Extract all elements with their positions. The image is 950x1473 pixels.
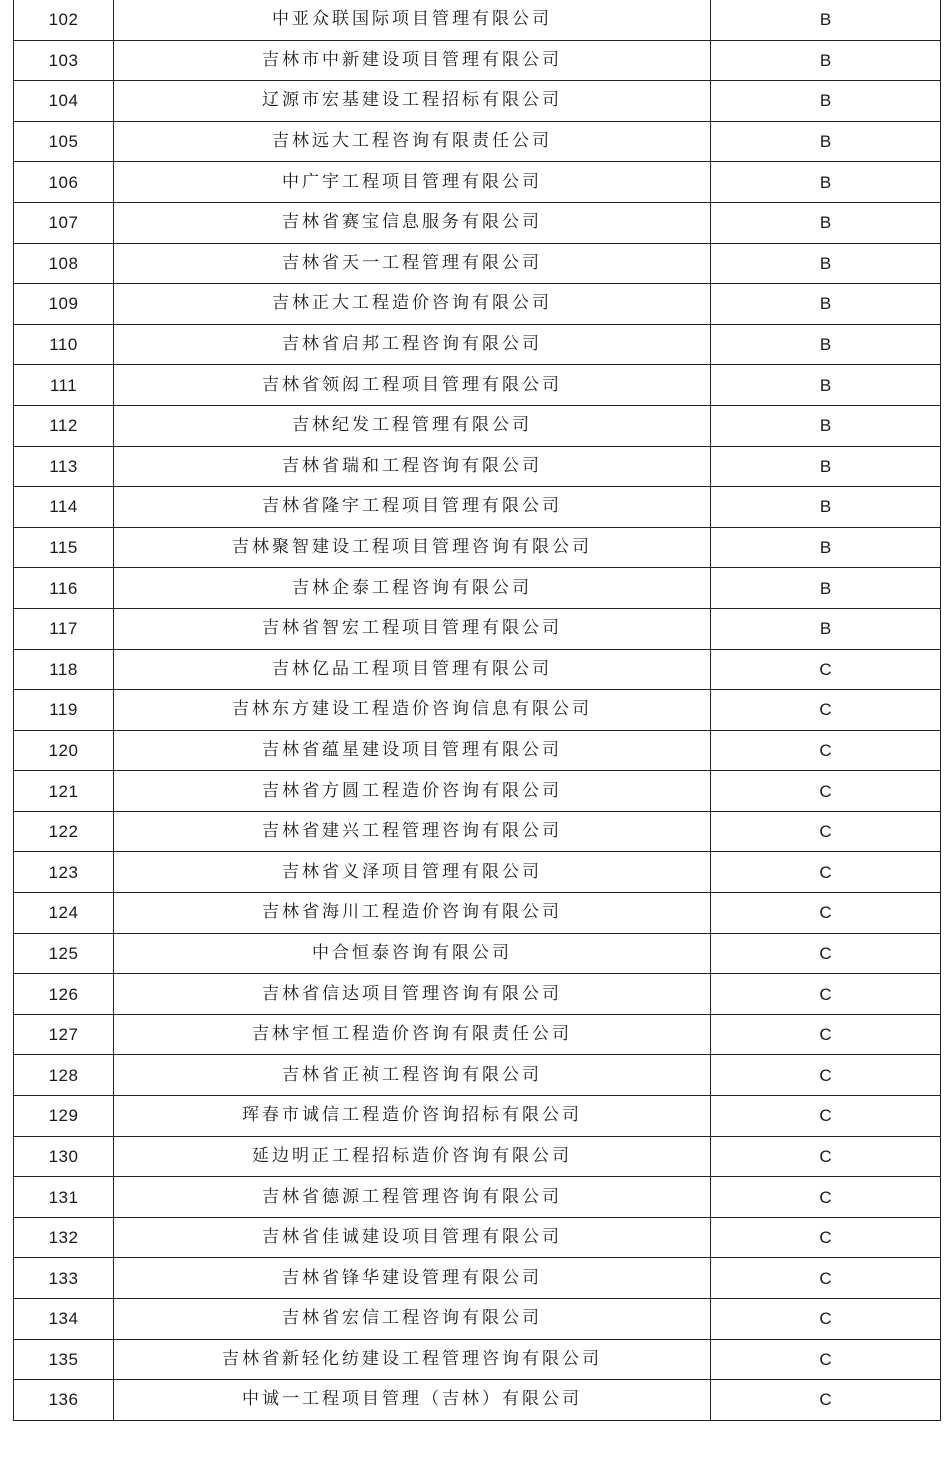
row-number-cell: 107 xyxy=(14,202,114,243)
table-row xyxy=(14,1055,941,1096)
row-number-cell: 123 xyxy=(14,852,114,893)
table-row xyxy=(14,324,941,365)
company-name-cell: 中广宇工程项目管理有限公司 xyxy=(114,162,711,203)
table-row xyxy=(14,1299,941,1340)
table-row xyxy=(14,243,941,284)
row-number-cell: 104 xyxy=(14,81,114,122)
company-name-cell: 吉林聚智建设工程项目管理咨询有限公司 xyxy=(114,527,711,568)
grade-cell: B xyxy=(711,202,941,243)
row-number-cell: 136 xyxy=(14,1380,114,1421)
company-name-cell: 吉林纪发工程管理有限公司 xyxy=(114,405,711,446)
grade-cell: C xyxy=(711,1177,941,1218)
row-number-cell: 103 xyxy=(14,40,114,81)
table-row xyxy=(14,1096,941,1137)
row-number-cell: 113 xyxy=(14,446,114,487)
row-number-cell: 130 xyxy=(14,1136,114,1177)
company-name-cell: 吉林省赛宝信息服务有限公司 xyxy=(114,202,711,243)
row-number-cell: 128 xyxy=(14,1055,114,1096)
row-number-cell: 108 xyxy=(14,243,114,284)
grade-cell: C xyxy=(711,974,941,1015)
table-row xyxy=(14,893,941,934)
company-name-cell: 吉林省佳诚建设项目管理有限公司 xyxy=(114,1217,711,1258)
company-name-cell: 吉林省方圆工程造价咨询有限公司 xyxy=(114,771,711,812)
grade-cell: B xyxy=(711,0,941,40)
row-number-cell: 115 xyxy=(14,527,114,568)
row-number-cell: 127 xyxy=(14,1014,114,1055)
company-name-cell: 中亚众联国际项目管理有限公司 xyxy=(114,0,711,40)
grade-cell: B xyxy=(711,446,941,487)
table-row xyxy=(14,365,941,406)
company-name-cell: 吉林宇恒工程造价咨询有限责任公司 xyxy=(114,1014,711,1055)
grade-cell: B xyxy=(711,527,941,568)
company-name-cell: 吉林省正祯工程咨询有限公司 xyxy=(114,1055,711,1096)
table-row xyxy=(14,405,941,446)
grade-cell: B xyxy=(711,243,941,284)
table-row xyxy=(14,730,941,771)
company-name-cell: 吉林省德源工程管理咨询有限公司 xyxy=(114,1177,711,1218)
grade-cell: C xyxy=(711,771,941,812)
grade-cell: C xyxy=(711,690,941,731)
grade-cell: C xyxy=(711,852,941,893)
grade-cell: B xyxy=(711,568,941,609)
company-name-cell: 辽源市宏基建设工程招标有限公司 xyxy=(114,81,711,122)
grade-cell: C xyxy=(711,1380,941,1421)
table-row xyxy=(14,0,941,40)
table-row xyxy=(14,40,941,81)
table-row xyxy=(14,974,941,1015)
table-row xyxy=(14,81,941,122)
company-grade-table xyxy=(13,0,941,1421)
row-number-cell: 102 xyxy=(14,0,114,40)
table-row xyxy=(14,852,941,893)
table-row xyxy=(14,1136,941,1177)
row-number-cell: 125 xyxy=(14,933,114,974)
grade-cell: B xyxy=(711,121,941,162)
grade-cell: B xyxy=(711,487,941,528)
table-row xyxy=(14,162,941,203)
grade-cell: C xyxy=(711,1258,941,1299)
grade-cell: C xyxy=(711,893,941,934)
grade-cell: C xyxy=(711,1339,941,1380)
row-number-cell: 135 xyxy=(14,1339,114,1380)
company-name-cell: 吉林省启邦工程咨询有限公司 xyxy=(114,324,711,365)
company-name-cell: 吉林省蕴星建设项目管理有限公司 xyxy=(114,730,711,771)
grade-cell: B xyxy=(711,608,941,649)
grade-cell: B xyxy=(711,284,941,325)
table-row xyxy=(14,568,941,609)
table-row xyxy=(14,1380,941,1421)
row-number-cell: 117 xyxy=(14,608,114,649)
grade-cell: B xyxy=(711,324,941,365)
grade-cell: B xyxy=(711,81,941,122)
row-number-cell: 126 xyxy=(14,974,114,1015)
row-number-cell: 118 xyxy=(14,649,114,690)
table-row xyxy=(14,202,941,243)
table-row xyxy=(14,487,941,528)
company-name-cell: 吉林市中新建设项目管理有限公司 xyxy=(114,40,711,81)
grade-cell: C xyxy=(711,1014,941,1055)
table-row xyxy=(14,284,941,325)
row-number-cell: 120 xyxy=(14,730,114,771)
table-row xyxy=(14,1217,941,1258)
row-number-cell: 111 xyxy=(14,365,114,406)
company-name-cell: 珲春市诚信工程造价咨询招标有限公司 xyxy=(114,1096,711,1137)
table-row xyxy=(14,1177,941,1218)
row-number-cell: 122 xyxy=(14,811,114,852)
table-row xyxy=(14,1339,941,1380)
row-number-cell: 134 xyxy=(14,1299,114,1340)
table-row xyxy=(14,608,941,649)
grade-cell: C xyxy=(711,730,941,771)
grade-cell: B xyxy=(711,162,941,203)
grade-cell: C xyxy=(711,1055,941,1096)
company-name-cell: 吉林省义泽项目管理有限公司 xyxy=(114,852,711,893)
grade-cell: C xyxy=(711,811,941,852)
row-number-cell: 129 xyxy=(14,1096,114,1137)
company-name-cell: 吉林企泰工程咨询有限公司 xyxy=(114,568,711,609)
company-name-cell: 吉林省智宏工程项目管理有限公司 xyxy=(114,608,711,649)
company-name-cell: 吉林省领闳工程项目管理有限公司 xyxy=(114,365,711,406)
grade-cell: C xyxy=(711,933,941,974)
table-body xyxy=(14,0,941,1420)
company-name-cell: 吉林东方建设工程造价咨询信息有限公司 xyxy=(114,690,711,731)
company-name-cell: 中诚一工程项目管理（吉林）有限公司 xyxy=(114,1380,711,1421)
table-row xyxy=(14,121,941,162)
company-name-cell: 吉林省建兴工程管理咨询有限公司 xyxy=(114,811,711,852)
grade-cell: C xyxy=(711,649,941,690)
row-number-cell: 114 xyxy=(14,487,114,528)
row-number-cell: 105 xyxy=(14,121,114,162)
company-name-cell: 中合恒泰咨询有限公司 xyxy=(114,933,711,974)
table-row xyxy=(14,1258,941,1299)
row-number-cell: 112 xyxy=(14,405,114,446)
document-sheet xyxy=(13,0,937,1421)
grade-cell: C xyxy=(711,1136,941,1177)
grade-cell: B xyxy=(711,365,941,406)
table-row xyxy=(14,933,941,974)
table-row xyxy=(14,811,941,852)
table-row xyxy=(14,1014,941,1055)
company-name-cell: 延边明正工程招标造价咨询有限公司 xyxy=(114,1136,711,1177)
grade-cell: C xyxy=(711,1096,941,1137)
table-row xyxy=(14,771,941,812)
company-name-cell: 吉林省天一工程管理有限公司 xyxy=(114,243,711,284)
company-name-cell: 吉林亿品工程项目管理有限公司 xyxy=(114,649,711,690)
company-name-cell: 吉林省新轻化纺建设工程管理咨询有限公司 xyxy=(114,1339,711,1380)
table-row xyxy=(14,690,941,731)
row-number-cell: 110 xyxy=(14,324,114,365)
table-row xyxy=(14,527,941,568)
company-name-cell: 吉林省瑞和工程咨询有限公司 xyxy=(114,446,711,487)
row-number-cell: 124 xyxy=(14,893,114,934)
row-number-cell: 121 xyxy=(14,771,114,812)
row-number-cell: 131 xyxy=(14,1177,114,1218)
company-name-cell: 吉林省锋华建设管理有限公司 xyxy=(114,1258,711,1299)
grade-cell: B xyxy=(711,405,941,446)
table-row xyxy=(14,446,941,487)
row-number-cell: 133 xyxy=(14,1258,114,1299)
row-number-cell: 132 xyxy=(14,1217,114,1258)
company-name-cell: 吉林省海川工程造价咨询有限公司 xyxy=(114,893,711,934)
company-name-cell: 吉林省信达项目管理咨询有限公司 xyxy=(114,974,711,1015)
row-number-cell: 116 xyxy=(14,568,114,609)
table-row xyxy=(14,649,941,690)
grade-cell: C xyxy=(711,1217,941,1258)
company-name-cell: 吉林省宏信工程咨询有限公司 xyxy=(114,1299,711,1340)
company-name-cell: 吉林正大工程造价咨询有限公司 xyxy=(114,284,711,325)
grade-cell: B xyxy=(711,40,941,81)
company-name-cell: 吉林省隆宇工程项目管理有限公司 xyxy=(114,487,711,528)
row-number-cell: 106 xyxy=(14,162,114,203)
row-number-cell: 109 xyxy=(14,284,114,325)
row-number-cell: 119 xyxy=(14,690,114,731)
grade-cell: C xyxy=(711,1299,941,1340)
company-name-cell: 吉林远大工程咨询有限责任公司 xyxy=(114,121,711,162)
